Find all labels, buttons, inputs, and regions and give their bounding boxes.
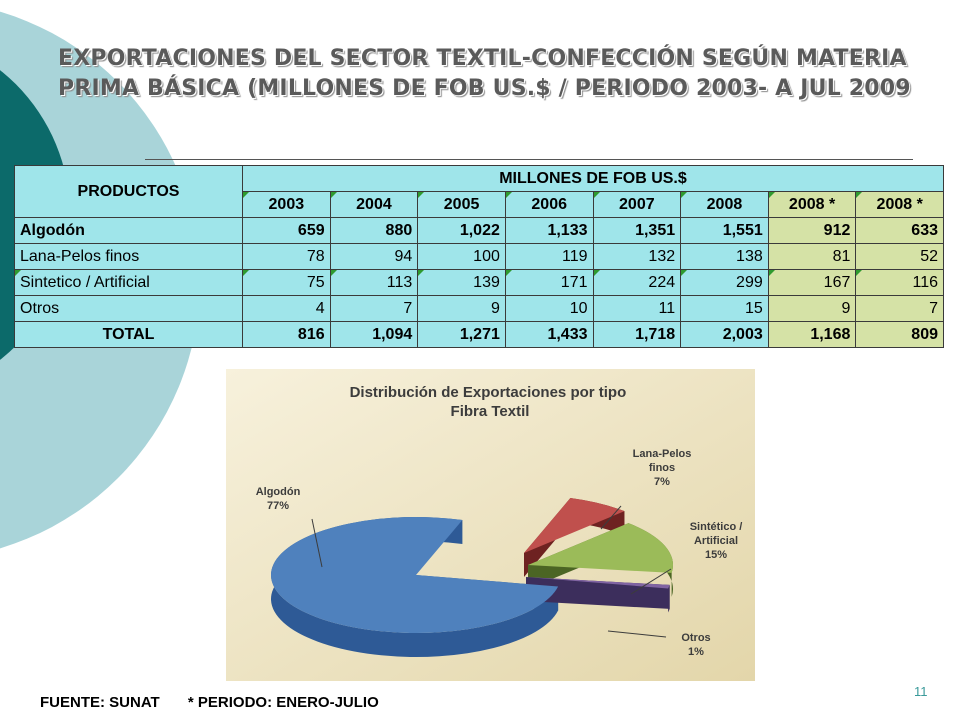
- period-note: * PERIODO: ENERO-JULIO: [187, 694, 379, 711]
- table-cell: 52: [856, 244, 944, 270]
- table-cell: 15: [681, 296, 769, 322]
- table-cell: 1,094: [330, 322, 418, 348]
- row-label: TOTAL: [15, 322, 243, 348]
- table-cell: 75: [243, 270, 331, 296]
- products-header: PRODUCTOS: [15, 166, 243, 218]
- table-cell: 1,022: [418, 218, 506, 244]
- table-cell: 816: [243, 322, 331, 348]
- table-cell: 659: [243, 218, 331, 244]
- table-total-row: [15, 322, 944, 348]
- pie-chart: [226, 369, 755, 681]
- table-cell: 1,133: [505, 218, 593, 244]
- table-row: [15, 244, 944, 270]
- table-cell: 10: [505, 296, 593, 322]
- row-label: Otros: [15, 296, 243, 322]
- table-row: [15, 296, 944, 322]
- slice-label: Otros 1%: [681, 632, 711, 658]
- table-cell: 224: [593, 270, 681, 296]
- table-cell: 880: [330, 218, 418, 244]
- source-note: FUENTE: SUNAT: [40, 694, 160, 711]
- table-cell: 138: [681, 244, 769, 270]
- table-cell: 132: [593, 244, 681, 270]
- slice-label: Sintético / Artificial 15%: [689, 521, 743, 561]
- table-cell: 9: [418, 296, 506, 322]
- table-cell: 11: [593, 296, 681, 322]
- table-row: [15, 218, 944, 244]
- year-header: 2006: [505, 192, 593, 218]
- group-header: MILLONES DE FOB US.$: [243, 166, 944, 192]
- pie-chart-svg: [226, 369, 755, 681]
- slice-label: Algodón 77%: [255, 486, 301, 512]
- table-cell: 1,718: [593, 322, 681, 348]
- table-cell: 1,551: [681, 218, 769, 244]
- table-cell: 7: [856, 296, 944, 322]
- table-cell: 7: [330, 296, 418, 322]
- year-header: 2007: [593, 192, 681, 218]
- table-cell: 116: [856, 270, 944, 296]
- year-header: 2004: [330, 192, 418, 218]
- row-label: Algodón: [15, 218, 243, 244]
- slide-title: EXPORTACIONES DEL SECTOR TEXTIL-CONFECCIÓN SEGÚN MATERIA PRIMA BÁSICA (MILLONES DE FOB US.$ / PERIODO 2003- A JUL 2009: [58, 46, 911, 101]
- exports-table: [14, 165, 944, 348]
- table-cell: 1,433: [505, 322, 593, 348]
- table-cell: 100: [418, 244, 506, 270]
- table-cell: 81: [768, 244, 856, 270]
- chart-title-line1: Distribución de Exportaciones por tipo: [349, 384, 627, 401]
- table-cell: 912: [768, 218, 856, 244]
- table-header-row: [15, 166, 944, 192]
- table-cell: 94: [330, 244, 418, 270]
- table-cell: 299: [681, 270, 769, 296]
- table-cell: 167: [768, 270, 856, 296]
- table-cell: 9: [768, 296, 856, 322]
- table-cell: 2,003: [681, 322, 769, 348]
- table-cell: 1,168: [768, 322, 856, 348]
- year-header: 2008 *: [768, 192, 856, 218]
- row-label: Sintetico / Artificial: [15, 270, 243, 296]
- slide-number: 11: [914, 684, 928, 699]
- table-cell: 119: [505, 244, 593, 270]
- year-header: 2003: [243, 192, 331, 218]
- table-cell: 809: [856, 322, 944, 348]
- slice-label: Lana-Pelos finos 7%: [632, 448, 692, 488]
- table-cell: 1,351: [593, 218, 681, 244]
- table-row: [15, 270, 944, 296]
- table-cell: 171: [505, 270, 593, 296]
- year-header: 2008: [681, 192, 769, 218]
- table-cell: 4: [243, 296, 331, 322]
- table-cell: 139: [418, 270, 506, 296]
- table-cell: 633: [856, 218, 944, 244]
- row-label: Lana-Pelos finos: [15, 244, 243, 270]
- year-header: 2008 *: [856, 192, 944, 218]
- year-header: 2005: [418, 192, 506, 218]
- table-cell: 1,271: [418, 322, 506, 348]
- table-cell: 113: [330, 270, 418, 296]
- title-divider: [145, 159, 913, 160]
- footer: [40, 694, 379, 711]
- chart-title-line2: Fibra Textil: [450, 403, 530, 420]
- table-cell: 78: [243, 244, 331, 270]
